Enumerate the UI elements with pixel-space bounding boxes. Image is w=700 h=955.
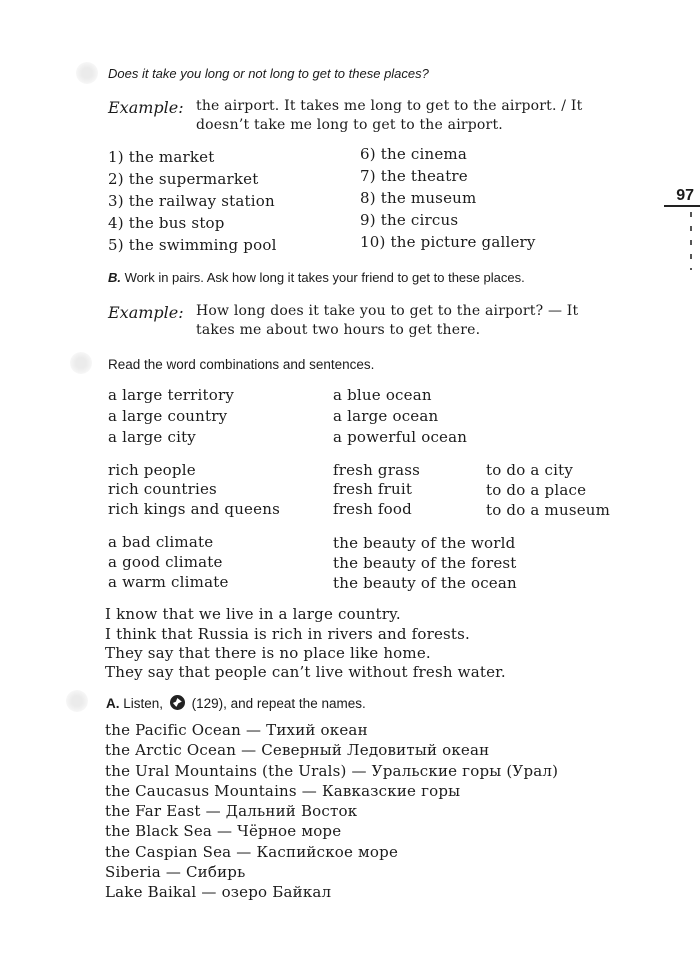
word-combination: a good climate — [108, 553, 223, 571]
list-item: 1) the market — [108, 148, 215, 166]
list-item: 7) the theatre — [360, 167, 468, 185]
example-line-2: takes me about two hours to get there. — [196, 322, 481, 338]
sentence: I know that we live in a large country. — [105, 605, 401, 623]
word-combination: a large ocean — [333, 407, 439, 425]
example-line-1: the airport. It takes me long to get to the airport. / It — [196, 98, 583, 114]
margin-ticks — [690, 212, 692, 270]
name-pair: the Arctic Ocean — Северный Ледовитый океан — [105, 741, 490, 759]
word-combination: rich countries — [108, 480, 217, 498]
exercise-a-instruction: Does it take you long or not long to get to these places? — [108, 66, 429, 81]
page-number-tab: 97 — [664, 187, 700, 207]
word-combination: the beauty of the forest — [333, 554, 517, 572]
word-combination: fresh grass — [333, 461, 421, 479]
word-combination: a powerful ocean — [333, 428, 468, 446]
sentence: They say that people can’t live without fresh water. — [105, 663, 506, 681]
example-line-1: How long does it take you to get to the airport? — It — [196, 303, 579, 319]
listen-instruction: A. Listen, (129), and repeat the names. — [106, 696, 366, 711]
word-combination: fresh food — [333, 500, 412, 518]
example-label: Example: — [108, 98, 184, 117]
list-item: 9) the circus — [360, 211, 459, 229]
word-combination: to do a place — [486, 481, 587, 499]
read-instruction: Read the word combinations and sentences. — [108, 357, 375, 372]
list-item: 3) the railway station — [108, 192, 275, 210]
word-combination: a bad climate — [108, 533, 214, 551]
list-item: 5) the swimming pool — [108, 236, 277, 254]
exercise-marker-icon — [70, 352, 92, 374]
exercise-marker-icon — [76, 62, 98, 84]
example-label: Example: — [108, 303, 184, 322]
name-pair: the Pacific Ocean — Тихий океан — [105, 721, 368, 739]
word-combination: to do a city — [486, 461, 574, 479]
word-combination: the beauty of the ocean — [333, 574, 517, 592]
list-item: 4) the bus stop — [108, 214, 225, 232]
name-pair: the Caucasus Mountains — Кавказские горы — [105, 782, 461, 800]
word-combination: a large territory — [108, 386, 235, 404]
exercise-marker-icon — [66, 690, 88, 712]
word-combination: the beauty of the world — [333, 534, 516, 552]
sentence: They say that there is no place like home. — [105, 644, 431, 662]
example-line-2: doesn’t take me long to get to the airport. — [196, 117, 503, 133]
name-pair: the Ural Mountains (the Urals) — Уральские горы (Урал) — [105, 762, 559, 780]
word-combination: rich kings and queens — [108, 500, 280, 518]
name-pair: the Far East — Дальний Восток — [105, 802, 358, 820]
audio-disc-icon[interactable] — [170, 695, 185, 710]
word-combination: a large city — [108, 428, 196, 446]
word-combination: a large country — [108, 407, 228, 425]
name-pair: the Black Sea — Чёрное море — [105, 822, 342, 840]
name-pair: Siberia — Сибирь — [105, 863, 246, 881]
word-combination: a blue ocean — [333, 386, 432, 404]
name-pair: Lake Baikal — озеро Байкал — [105, 883, 332, 901]
list-item: 10) the picture gallery — [360, 233, 536, 251]
word-combination: a warm climate — [108, 573, 229, 591]
list-item: 2) the supermarket — [108, 170, 259, 188]
word-combination: fresh fruit — [333, 480, 413, 498]
word-combination: to do a museum — [486, 501, 611, 519]
list-item: 8) the museum — [360, 189, 477, 207]
sentence: I think that Russia is rich in rivers and forests. — [105, 625, 471, 643]
name-pair: the Caspian Sea — Каспийское море — [105, 843, 399, 861]
exercise-b-instruction: B. Work in pairs. Ask how long it takes your friend to get to these places. — [108, 270, 525, 285]
list-item: 6) the cinema — [360, 145, 467, 163]
word-combination: rich people — [108, 461, 196, 479]
